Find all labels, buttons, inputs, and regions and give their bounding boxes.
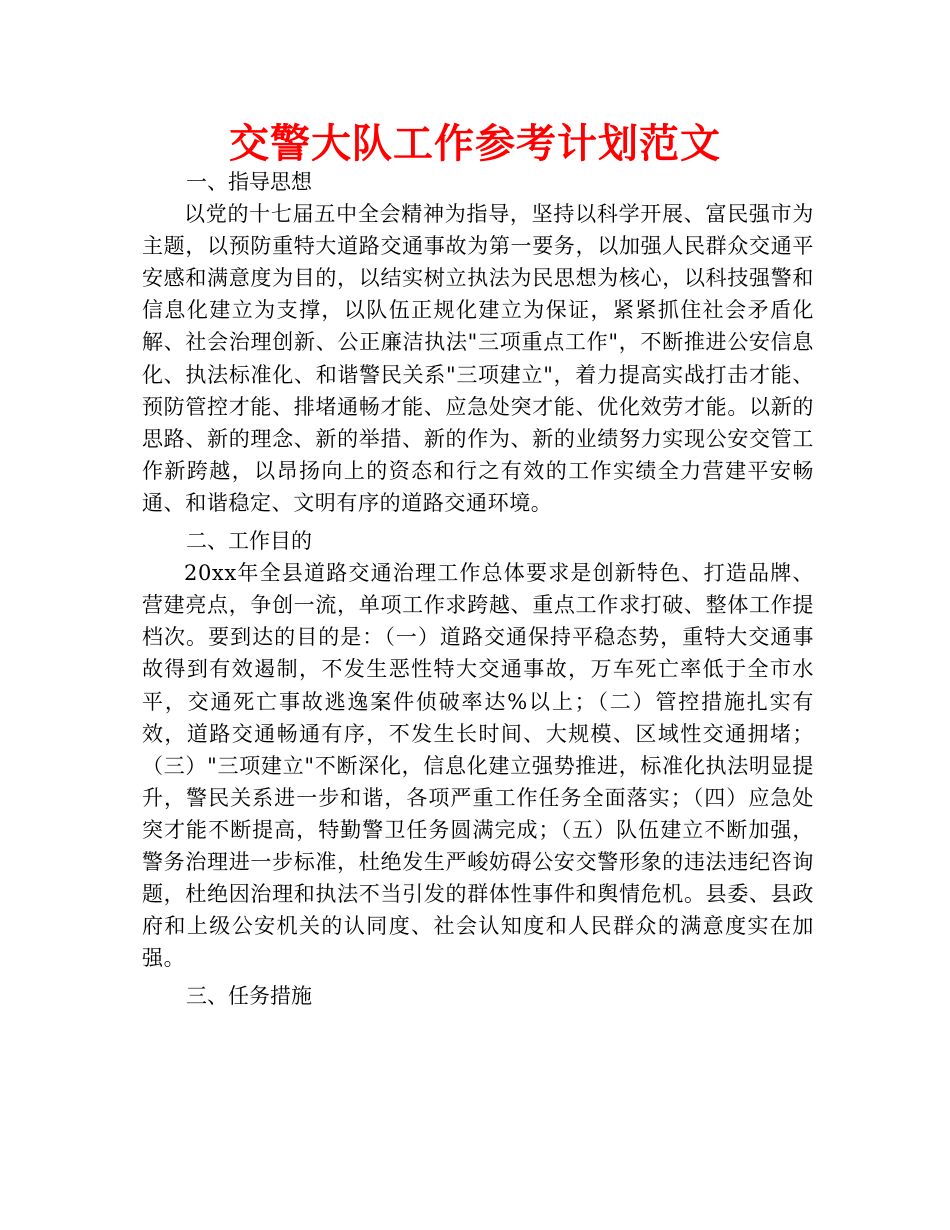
- section-heading-work-goals: 二、工作目的: [186, 529, 312, 554]
- section-heading-guiding-ideology: 一、指导思想: [186, 170, 312, 194]
- document-title: 交警大队工作参考计划范文: [229, 120, 721, 167]
- document-body: [142, 166, 814, 1012]
- paragraph-work-goals: 20xx年全县道路交通治理工作总体要求是创新特色、打造品牌、营建亮点，争创一流，单项工作求跨越、重点工作求打破、整体工作提档次。要到达的目的是：（一）道路交通保持平稳态势，重特大交通事故得到有效遏制，不发生恶性特大交通事故，万车死亡率低于全市水平，交通死亡事故逃逸案件侦破率达%以上；（二）管控措施扎实有效，道路交通畅通有序，不发生长时间、大规模、区域性交通拥堵；（三）"三项建立"不断深化，信息化建立强势推进，标准化执法明显提升，警民关系进一步和谐，各项严重工作任务全面落实；（四）应急处突才能不断提高，特勤警卫任务圆满完成；（五）队伍建立不断加强，警务治理进一步标准，杜绝发生严峻妨碍公安交警形象的违法违纪咨询题，杜绝因治理和执法不当引发的群体性事件和舆情危机。县委、县政府和上级公安机关的认同度、社会认知度和人民群众的满意度实在加强。: [142, 561, 814, 971]
- paragraph-guiding-ideology: 以党的十七届五中全会精神为指导，坚持以科学开展、富民强市为主题，以预防重特大道路交通事故为第一要务，以加强人民群众交通平安感和满意度为目的，以结实树立执法为民思想为核心，以科技强警和信息化建立为支撑，以队伍正规化建立为保证，紧紧抓住社会矛盾化解、社会治理创新、公正廉洁执法"三项重点工作"，不断推进公安信息化、执法标准化、和谐警民关系"三项建立"，着力提高实战打击才能、预防管控才能、排堵通畅才能、应急处突才能、优化效劳才能。以新的思路、新的理念、新的举措、新的作为、新的业绩努力实现公安交管工作新跨越，以昂扬向上的资态和行之有效的工作实绩全力营建平安畅通、和谐稳定、文明有序的道路交通环境。: [142, 202, 814, 515]
- section-heading-task-measures: 三、任务措施: [186, 984, 312, 1009]
